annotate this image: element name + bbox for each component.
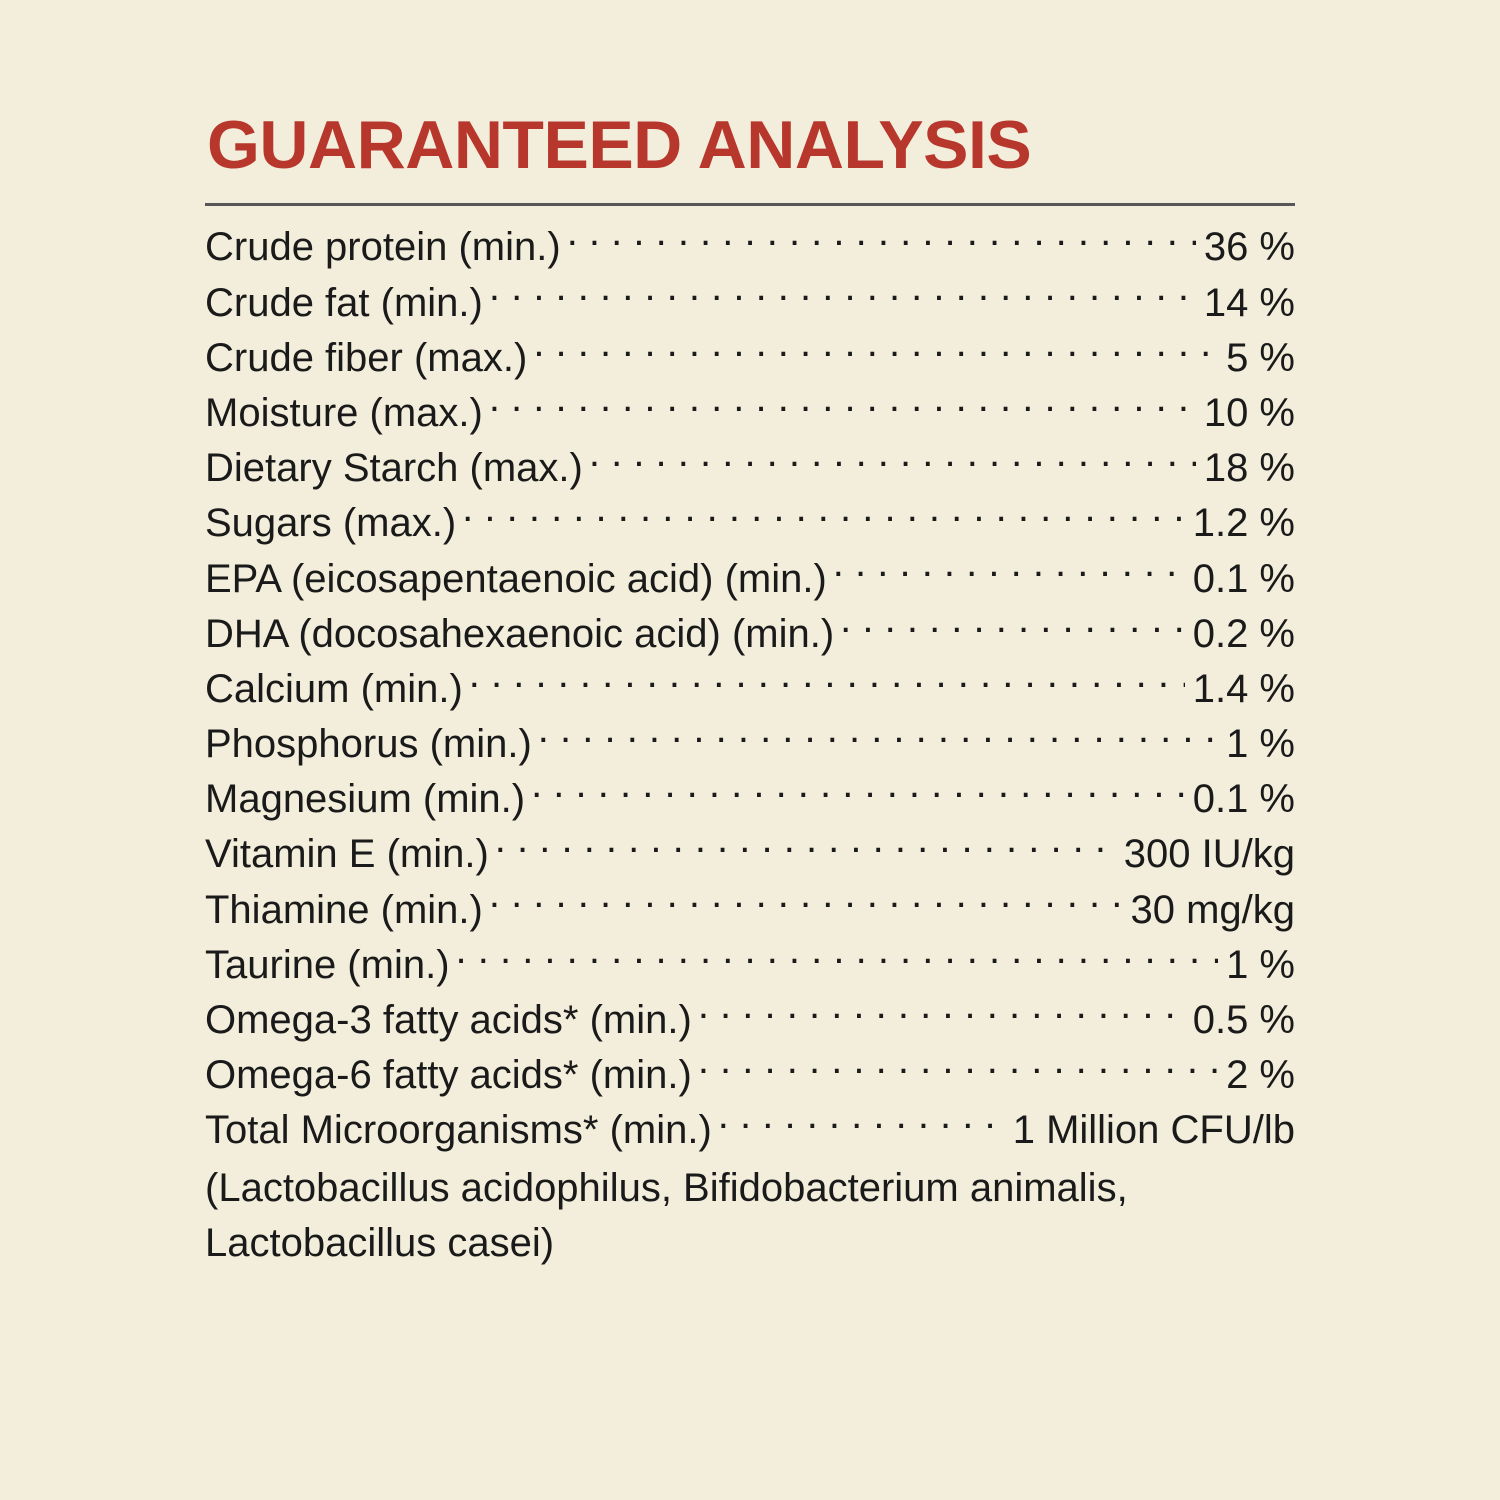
nutrient-label: Moisture (max.) <box>205 390 483 435</box>
nutrient-value: 1.4 % <box>1192 666 1295 711</box>
list-item <box>205 883 1295 938</box>
dot-leader <box>698 993 1185 1033</box>
nutrient-label: Calcium (min.) <box>205 666 463 711</box>
list-item <box>205 993 1295 1048</box>
dot-leader <box>533 331 1218 371</box>
nutrient-value: 0.5 % <box>1192 998 1295 1043</box>
list-item <box>205 827 1295 882</box>
dot-leader <box>489 883 1123 923</box>
list-item <box>205 1103 1295 1158</box>
dot-leader <box>833 552 1185 592</box>
nutrient-label: Crude fat (min.) <box>205 280 483 325</box>
nutrient-value: 18 % <box>1203 446 1295 491</box>
list-item <box>205 1048 1295 1103</box>
dot-leader <box>531 772 1185 812</box>
list-item <box>205 938 1295 993</box>
list-item <box>205 662 1295 717</box>
nutrient-label: Magnesium (min.) <box>205 777 526 822</box>
dot-leader <box>589 441 1196 481</box>
guaranteed-analysis-panel <box>205 107 1295 1271</box>
dot-leader <box>718 1103 1005 1143</box>
nutrient-value: 36 % <box>1203 225 1295 270</box>
nutrient-label: Thiamine (min.) <box>205 887 483 932</box>
nutrient-label: Dietary Starch (max.) <box>205 446 583 491</box>
footnote: (Lactobacillus acidophilus, Bifidobacterium animalis, Lactobacillus casei) <box>205 1165 1128 1265</box>
nutrient-label: Vitamin E (min.) <box>205 832 489 877</box>
list-item <box>205 496 1295 551</box>
nutrient-value: 1 % <box>1226 942 1295 987</box>
nutrient-value: 2 % <box>1226 1053 1295 1098</box>
nutrient-label: Taurine (min.) <box>205 942 450 987</box>
nutrient-label: Phosphorus (min.) <box>205 722 532 767</box>
nutrient-label: Omega-3 fatty acids* (min.) <box>205 998 692 1043</box>
dot-leader <box>489 386 1196 426</box>
page-title: GUARANTEED ANALYSIS <box>207 107 1032 183</box>
nutrient-label: Sugars (max.) <box>205 501 457 546</box>
dot-leader <box>456 938 1219 978</box>
list-item <box>205 220 1295 275</box>
nutrient-label: EPA (eicosapentaenoic acid) (min.) <box>205 556 827 601</box>
list-item <box>205 386 1295 441</box>
dot-leader <box>495 827 1116 867</box>
list-item <box>205 441 1295 496</box>
nutrient-value: 0.1 % <box>1192 556 1295 601</box>
nutrient-value: 1 % <box>1226 722 1295 767</box>
nutrient-value: 300 IU/kg <box>1123 832 1295 877</box>
dot-leader <box>462 496 1185 536</box>
nutrient-value: 5 % <box>1226 335 1295 380</box>
nutrient-value: 0.2 % <box>1192 611 1295 656</box>
dot-leader <box>698 1048 1218 1088</box>
list-item <box>205 772 1295 827</box>
dot-leader <box>538 717 1218 757</box>
list-item <box>205 331 1295 386</box>
nutrient-value: 14 % <box>1203 280 1295 325</box>
dot-leader <box>469 662 1185 702</box>
nutrient-label: Crude protein (min.) <box>205 225 561 270</box>
nutrient-value: 1 Million CFU/lb <box>1012 1108 1295 1153</box>
dot-leader <box>489 276 1196 316</box>
list-item <box>205 552 1295 607</box>
nutrient-label: Omega-6 fatty acids* (min.) <box>205 1053 692 1098</box>
nutrient-value: 0.1 % <box>1192 777 1295 822</box>
list-item <box>205 276 1295 331</box>
nutrient-label: Total Microorganisms* (min.) <box>205 1108 712 1153</box>
nutrient-label: DHA (docosahexaenoic acid) (min.) <box>205 611 835 656</box>
title-divider <box>205 203 1295 206</box>
list-item <box>205 717 1295 772</box>
dot-leader <box>840 607 1185 647</box>
nutrient-value: 10 % <box>1203 390 1295 435</box>
dot-leader <box>567 220 1196 260</box>
analysis-list <box>205 220 1295 1158</box>
nutrient-value: 1.2 % <box>1192 501 1295 546</box>
list-item <box>205 607 1295 662</box>
nutrient-value: 30 mg/kg <box>1130 887 1295 932</box>
nutrient-label: Crude fiber (max.) <box>205 335 528 380</box>
